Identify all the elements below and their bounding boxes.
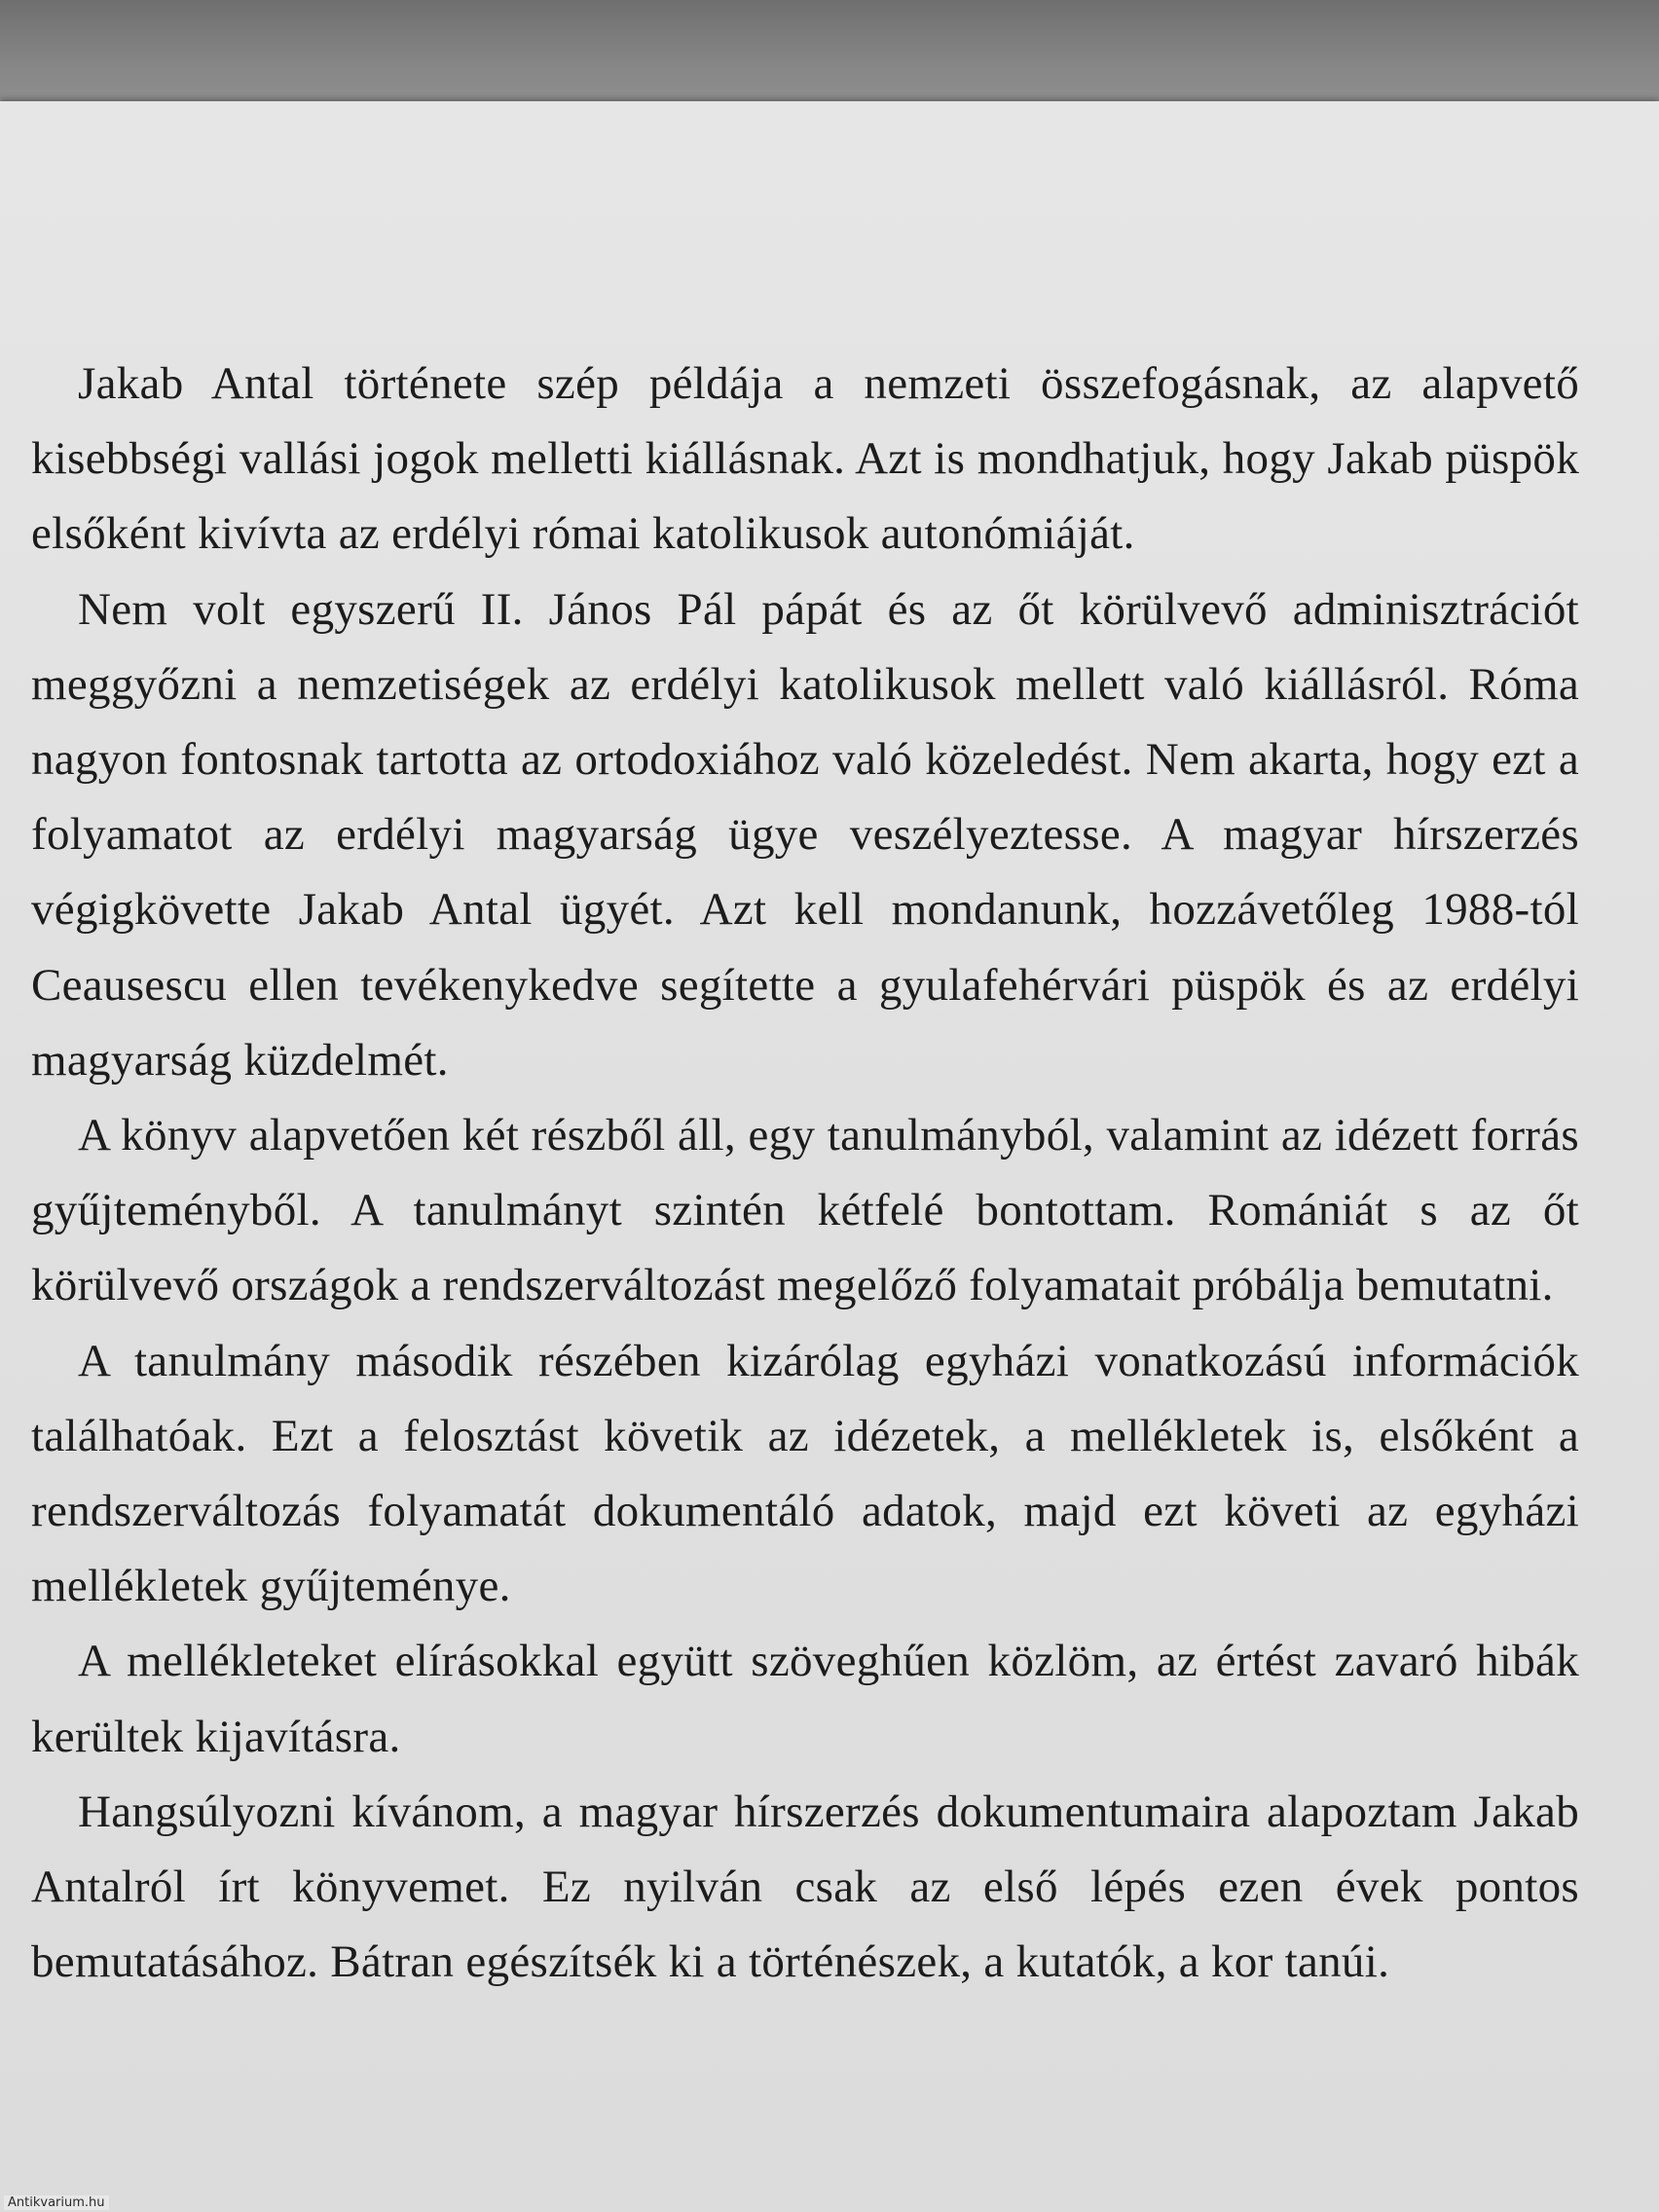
- paragraph-6: Hangsúlyozni kívánom, a magyar hírszerzés dokumentumaira alapoztam Jakab Antalról írt könyvemet. Ez nyilván csak az első lépés ezen évek pontos bemutatásához. Bátran egészítsék ki a történészek, a kutatók, a kor tanúi.: [31, 1786, 1579, 1988]
- paragraph-4: A tanulmány második részében kizárólag egyházi vonatkozású információk találhatóak. Ezt a felosztást követik az idézetek, a mellékletek is, elsőként a rendszerváltozás folyamatát dokumentáló adatok, majd ezt követi az egyházi mellékletek gyűjteménye.: [31, 1335, 1579, 1612]
- page-body-text: [31, 347, 1579, 2000]
- paragraph-5: A mellékleteket elírásokkal együtt szöveghűen közlöm, az értést zavaró hibák kerültek kijavításra.: [31, 1636, 1579, 1762]
- watermark-label: Antikvarium.hu: [4, 2195, 109, 2210]
- background-surface: [0, 0, 1659, 107]
- paragraph-3: A könyv alapvetően két részből áll, egy tanulmányból, valamint az idézett forrás gyűjteményből. A tanulmányt szintén kétfelé bontottam. Romániát s az őt körülvevő országok a rendszerváltozást megelőző folyamatait próbálja bemutatni.: [31, 1110, 1579, 1311]
- paragraph-1: Jakab Antal története szép példája a nemzeti összefogásnak, az alapvető kisebbségi vallási jogok melletti kiállásnak. Azt is mondhatjuk, hogy Jakab püspök elsőként kivívta az erdélyi római katolikusok autonómiáját.: [31, 358, 1579, 560]
- paragraph-2: Nem volt egyszerű II. János Pál pápát és az őt körülvevő adminisztrációt meggyőzni a nemzetiségek az erdélyi katolikusok mellett való kiállásról. Róma nagyon fontosnak tartotta az ortodoxiához való közeledést. Nem akarta, hogy ezt a folyamatot az erdélyi magyarság ügye veszélyeztesse. A magyar hírszerzés végigkövette Jakab Antal ügyét. Azt kell mondanunk, hozzávetőleg 1988-tól Ceausescu ellen tevékenykedve segítette a gyulafehérvári püspök és az erdélyi magyarság küzdelmét.: [31, 583, 1579, 1086]
